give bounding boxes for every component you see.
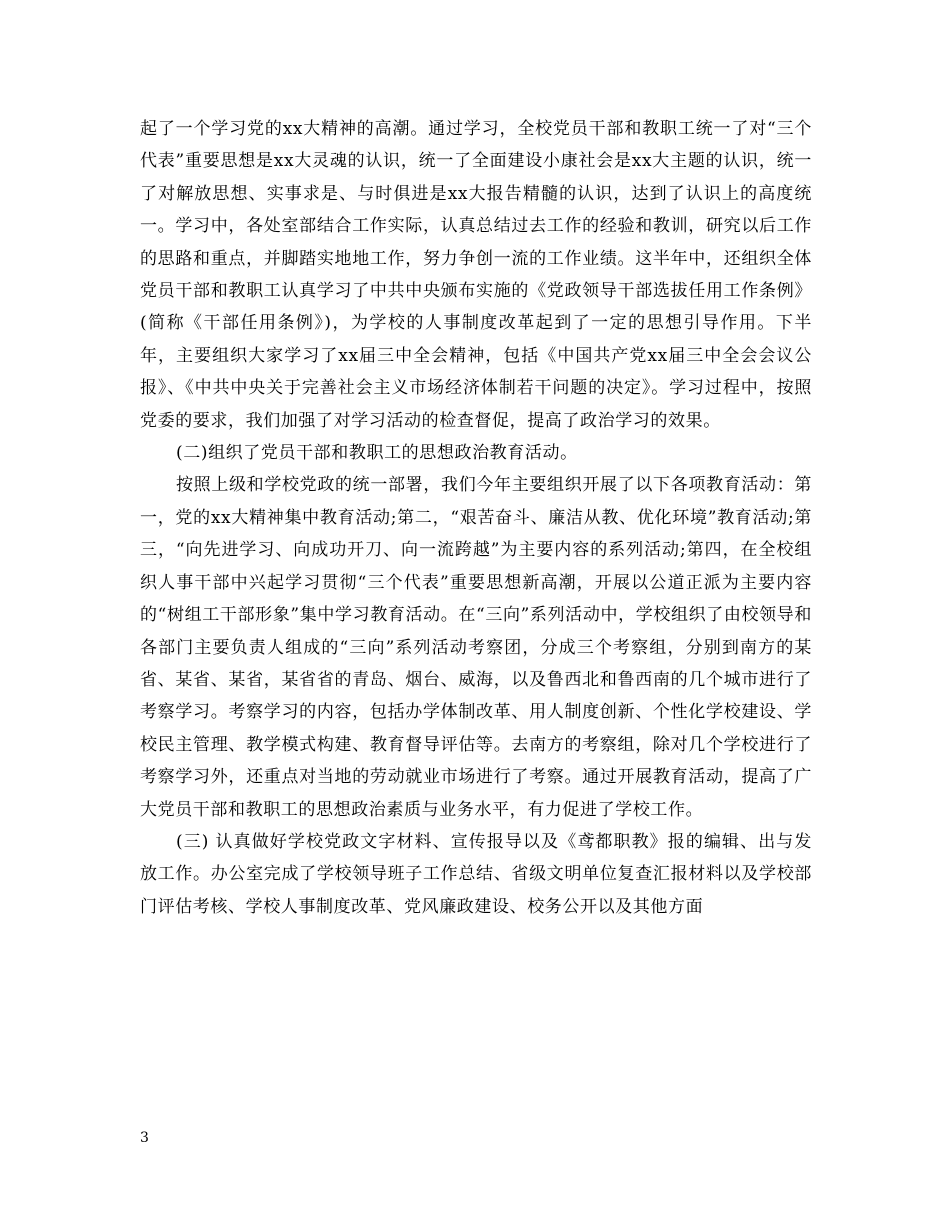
- paragraph-4: (三) 认真做好学校党政文字材料、宣传报导以及《鸢都职教》报的编辑、出与发放工作。办公室完成了学校领导班子工作总结、省级文明单位复查汇报材料以及学校部门评估考核、学校人事制度改革、党风廉政建设、校务公开以及其他方面: [140, 831, 812, 917]
- paragraph-1: 起了一个学习党的xx大精神的高潮。通过学习，全校党员干部和教职工统一了对“三个代表”重要思想是xx大灵魂的认识，统一了全面建设小康社会是xx大主题的认识，统一了对解放思想、实事求是、与时俱进是xx大报告精髓的认识，达到了认识上的高度统一。学习中，各处室部结合工作实际，认真总结过去工作的经验和教训，研究以后工作的思路和重点，并脚踏实地地工作，努力争创一流的工作业绩。这半年中，还组织全体党员干部和教职工认真学习了中共中央颁布实施的《党政领导干部选拔任用工作条例》(简称《干部任用条例》)，为学校的人事制度改革起到了一定的思想引导作用。下半年，主要组织大家学习了xx届三中全会精神，包括《中国共产党xx届三中全会会议公报》、《中共中央关于完善社会主义市场经济体制若干问题的决定》。学习过程中，按照党委的要求，我们加强了对学习活动的检查督促，提高了政治学习的效果。: [140, 119, 812, 431]
- page-number: 3: [140, 1130, 149, 1146]
- paragraph-3: 按照上级和学校党政的统一部署，我们今年主要组织开展了以下各项教育活动：第一，党的xx大精神集中教育活动;第二，“艰苦奋斗、廉洁从教、优化环境”教育活动;第三，“向先进学习、向成功开刀、向一流跨越”为主要内容的系列活动;第四，在全校组织人事干部中兴起学习贯彻“三个代表”重要思想新高潮，开展以公道正派为主要内容的“树组工干部形象”集中学习教育活动。在“三向”系列活动中，学校组织了由校领导和各部门主要负责人组成的“三向”系列活动考察团，分成三个考察组，分别到南方的某省、某省、某省，某省省的青岛、烟台、威海，以及鲁西北和鲁西南的几个城市进行了考察学习。考察学习的内容，包括办学体制改革、用人制度创新、个性化学校建设、学校民主管理、教学模式构建、教育督导评估等。去南方的考察组，除对几个学校进行了考察学习外，还重点对当地的劳动就业市场进行了考察。通过开展教育活动，提高了广大党员干部和教职工的思想政治素质与业务水平，有力促进了学校工作。: [140, 475, 812, 820]
- paragraph-2-heading: (二)组织了党员干部和教职工的思想政治教育活动。: [176, 443, 578, 464]
- body-text: [140, 113, 812, 923]
